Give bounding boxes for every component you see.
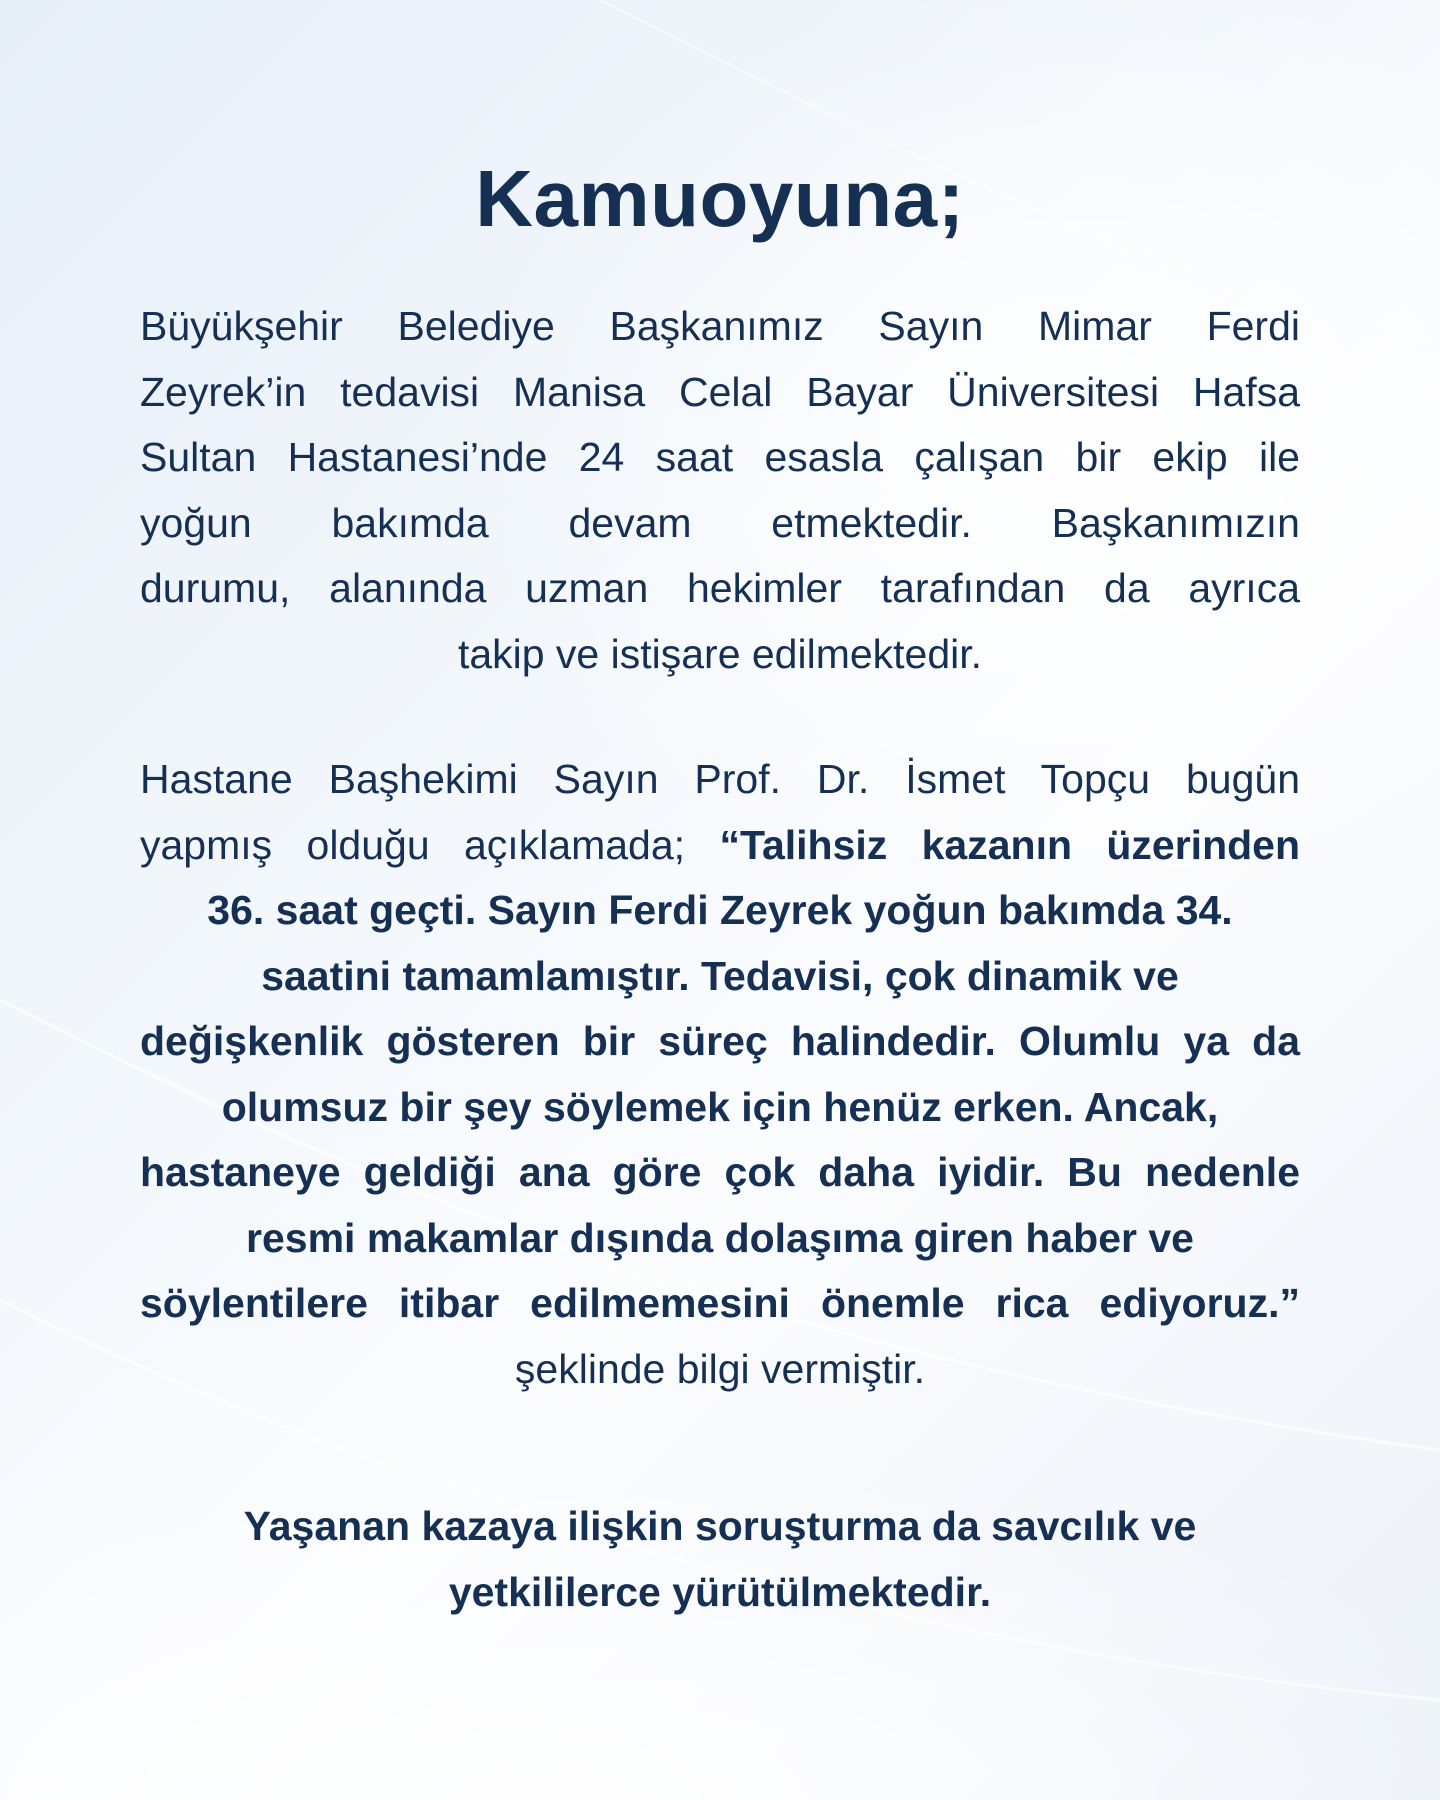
text-line xyxy=(140,294,1300,360)
page-title: Kamuoyuna; xyxy=(475,154,965,243)
text-line xyxy=(140,1206,1300,1272)
text-line xyxy=(140,1560,1300,1626)
bold-text: saatini tamamlamıştır. Tedavisi, çok dinamik ve xyxy=(261,952,1179,999)
text: durumu, alanında uzman hekimler tarafından da ayrıca xyxy=(140,565,1300,611)
paragraph-investigation xyxy=(140,1494,1300,1625)
paragraph-treatment-status xyxy=(140,294,1300,687)
text-line xyxy=(140,1009,1300,1075)
text-line xyxy=(140,1337,1300,1403)
bold-text: hastaneye geldiği ana göre çok daha iyidir. Bu nedenle xyxy=(140,1149,1300,1195)
text-line xyxy=(140,622,1300,688)
bold-text: 36. saat geçti. Sayın Ferdi Zeyrek yoğun bakımda 34. xyxy=(207,887,1233,933)
text: yoğun bakımda devam etmektedir. Başkanımızın xyxy=(140,499,1300,546)
text-line xyxy=(140,878,1300,944)
text-line xyxy=(140,1140,1300,1206)
text: Büyükşehir Belediye Başkanımız Sayın Mimar Ferdi xyxy=(140,303,1300,349)
bold-text: değişkenlik gösteren bir süreç halindedir. Olumlu ya da xyxy=(140,1018,1300,1064)
text: Hastane Başhekimi Sayın Prof. Dr. İsmet Topçu bugün xyxy=(140,756,1300,802)
paragraph-chief-physician-statement xyxy=(140,747,1300,1402)
bold-text: yetkililerce yürütülmektedir. xyxy=(448,1568,992,1615)
bold-text: Yaşanan kazaya ilişkin soruşturma da savcılık ve xyxy=(243,1503,1197,1549)
bold-text: söylentilere itibar edilmemesini önemle rica ediyoruz.” xyxy=(140,1280,1300,1326)
text: şeklinde bilgi vermiştir. xyxy=(514,1345,926,1392)
text: Zeyrek’in tedavisi Manisa Celal Bayar Üniversitesi Hafsa xyxy=(140,368,1300,415)
text-line xyxy=(140,556,1300,622)
text-line xyxy=(140,944,1300,1010)
text-line xyxy=(140,425,1300,491)
text-line xyxy=(140,491,1300,557)
text-line xyxy=(140,1075,1300,1141)
text-line xyxy=(140,360,1300,426)
bold-text: olumsuz bir şey söylemek için henüz erken. Ancak, xyxy=(221,1083,1219,1130)
text-line xyxy=(140,747,1300,813)
text: yapmış olduğu açıklamada; xyxy=(140,821,720,868)
text-line xyxy=(140,1271,1300,1337)
bold-text: resmi makamlar dışında dolaşıma giren haber ve xyxy=(246,1214,1194,1261)
text: takip ve istişare edilmektedir. xyxy=(457,630,983,677)
text: Sultan Hastanesi’nde 24 saat esasla çalışan bir ekip ile xyxy=(140,434,1300,480)
bold-text: “Talihsiz kazanın üzerinden xyxy=(719,821,1301,868)
text-line xyxy=(140,1494,1300,1560)
text-line xyxy=(140,813,1300,879)
